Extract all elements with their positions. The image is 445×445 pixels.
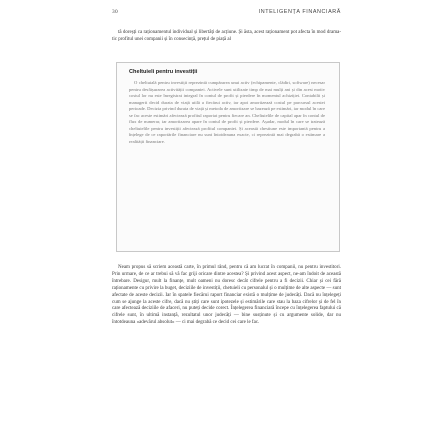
page-number: 30	[112, 9, 118, 15]
running-title: INTELIGENȚA FINANCIARĂ	[258, 9, 341, 15]
intro-text: tă doreșți ca raționamentul individual și libertăți de acțiune. Și ăsta, acest raționament pot afecta în mod dramatic profitul unei companii și în consecință, prețul de piață al	[112, 30, 341, 42]
sidebar-box	[116, 62, 340, 252]
intro-paragraph	[112, 30, 341, 44]
sidebar-text: O cheltuială pentru investiții reprezintă cumpărarea unui activ (echipamente, clădiri, software) necesar pentru desfășurarea activității companiei. Activele sunt utilizate timp de mai mulți ani și din acest motiv costul lor nu este înregistrat integral în contul de profit și pierdere în momentul achiziției. Contabilii și managerii decid durata de viață utilă a fiecărui activ, iar apoi amortizează costul pe parcursul acestei perioade. Decizia privind durata de viață și metoda de amortizare se bazează pe estimări, iar modul în care se fac aceste estimări afectează profitul raportat pentru fiecare an. Cheltuielile de capital apar în contul de flux de numerar, iar amortizarea apare în contul de profit și pierdere. Așadar, modul în care se tratează cheltuielile pentru investiții afectează profitul companiei. Și această chestiune este importantă pentru a înțelege de ce raportările financiare nu sunt întotdeauna exacte, ci reprezintă mai degrabă o estimare a realității financiare.	[129, 80, 325, 144]
sidebar-body	[129, 80, 325, 145]
main-paragraph	[112, 265, 341, 327]
page-header	[112, 9, 341, 15]
sidebar-title: Cheltuieli pentru investiții	[129, 69, 198, 75]
main-text: Neam propus să scriem această carte, în primul rând, pentru că am lucrat în companii, nu pentru investitori. Prin urmare, de ce ar trebui să vă fac griji oricare dintre acestea? Și privind acest aspect, ne-am îndoit de această întrebare. Desigur, mult la finanțe, mult oameni nu doresc decât cifrele pentru a fi decizii. Chiar și cei fără raționamente cu privire la buget, deciziile de investiții, chetuieli cu personalul și o mulțime de alte aspecte — sunt afectate de aceste decizii. Iar în spatele fiecărui raport financiar există o mulțime de judecăți. Dacă nu înțelegeți cum se ajunge la aceste cifre, dacă nu știți care sunt ipotezele și estimările care stau la baza cifrelor și de fel în care afectează deciziile de afaceri, nu puteți decide corect. Înțelegerea financiară începe cu înțelegerea faptului că cifrele sunt, în ultimă instanță, rezultatul unor judecăți — bine susținute și cu argumente solide, dar nu întotdeauna «adevărul absolut» — ci mai degrabă ce decid cei care le fac.	[112, 265, 341, 326]
